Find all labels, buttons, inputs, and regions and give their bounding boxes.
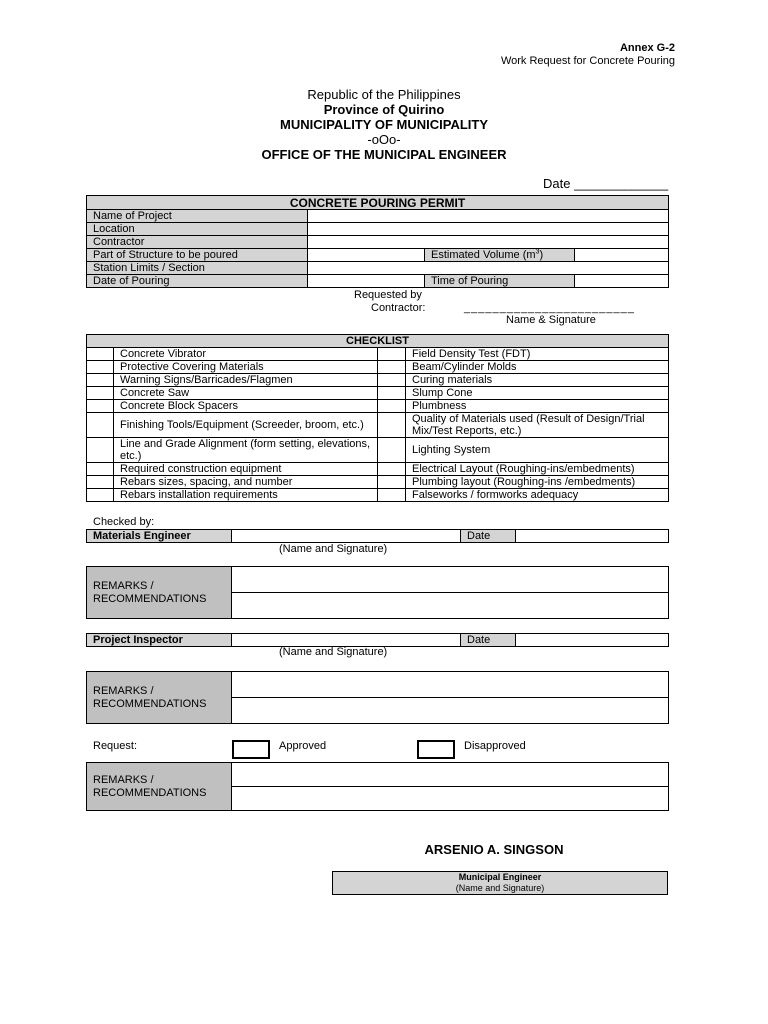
checklist-right-checkbox[interactable]	[378, 489, 406, 502]
checklist-left-checkbox[interactable]	[87, 438, 114, 463]
checklist-left-checkbox[interactable]	[87, 400, 114, 413]
checklist-left-checkbox[interactable]	[87, 463, 114, 476]
estimated-volume-label: Estimated Volume $(m^3)$	[425, 249, 575, 262]
checklist-row	[87, 374, 669, 387]
date-of-pouring-label: Date of Pouring	[87, 275, 308, 288]
signatory-name: ARSENIO A. SINGSON	[424, 842, 564, 857]
remarks-field-2b[interactable]	[232, 698, 669, 724]
municipality-line: MUNICIPALITY OF MUNICIPALITY	[280, 117, 488, 132]
project-inspector-label: Project Inspector	[87, 634, 232, 647]
checklist-right-item: Lighting System	[406, 438, 669, 463]
checklist-row	[87, 463, 669, 476]
checklist-right-item: Plumbing layout (Roughing-ins /embedments)	[406, 476, 669, 489]
republic-line: Republic of the Philippines	[307, 87, 461, 102]
remarks-field-3b[interactable]	[232, 787, 669, 811]
checklist-left-checkbox[interactable]	[87, 348, 114, 361]
ornament-line: -oOo-	[367, 132, 401, 147]
checklist-left-item: Protective Covering Materials	[114, 361, 378, 374]
checklist-right-checkbox[interactable]	[378, 348, 406, 361]
remarks-table-3	[86, 762, 669, 811]
signatory-position: Municipal Engineer	[458, 872, 542, 882]
signatory-box	[332, 871, 668, 895]
checklist-right-checkbox[interactable]	[378, 374, 406, 387]
contractor-signature-line[interactable]: ________________________	[464, 302, 635, 314]
part-of-structure-label: Part of Structure to be poured	[87, 249, 308, 262]
materials-engineer-caption: (Name and Signature)	[279, 543, 388, 555]
checklist-left-item: Concrete Vibrator	[114, 348, 378, 361]
checklist-left-checkbox[interactable]	[87, 361, 114, 374]
checklist-left-item: Concrete Block Spacers	[114, 400, 378, 413]
annex-code: Annex G-2	[619, 42, 675, 54]
letterhead	[0, 87, 768, 163]
remarks-field-3a[interactable]	[232, 763, 669, 787]
remarks-field-1a[interactable]	[232, 567, 669, 593]
checklist-right-checkbox[interactable]	[378, 387, 406, 400]
date-field[interactable]: Date _____________	[543, 176, 669, 191]
checklist-left-item: Required construction equipment	[114, 463, 378, 476]
location-field[interactable]	[308, 223, 669, 236]
approved-label: Approved	[279, 740, 327, 752]
materials-engineer-date-field[interactable]	[516, 530, 669, 543]
remarks-table-1	[86, 566, 669, 619]
station-limits-label: Station Limits / Section	[87, 262, 308, 275]
checklist-title: CHECKLIST	[87, 335, 669, 348]
checklist-right-item: Falseworks / formworks adequacy	[406, 489, 669, 502]
checklist-right-item: Electrical Layout (Roughing-ins/embedments)	[406, 463, 669, 476]
checklist-left-checkbox[interactable]	[87, 387, 114, 400]
station-limits-field[interactable]	[308, 262, 669, 275]
contractor-field[interactable]	[308, 236, 669, 249]
part-of-structure-field[interactable]	[308, 249, 425, 262]
office-line: OFFICE OF THE MUNICIPAL ENGINEER	[261, 147, 507, 162]
remarks-label-2: REMARKS / RECOMMENDATIONS	[87, 672, 232, 724]
permit-table	[86, 195, 669, 288]
checklist-row	[87, 489, 669, 502]
checklist-row	[87, 361, 669, 374]
checklist-left-checkbox[interactable]	[87, 489, 114, 502]
checklist-row	[87, 348, 669, 361]
annex-title: Work Request for Concrete Pouring	[500, 55, 675, 67]
remarks-label-3: REMARKS / RECOMMENDATIONS	[87, 763, 232, 811]
project-inspector-caption: (Name and Signature)	[279, 646, 388, 658]
name-of-project-field[interactable]	[308, 210, 669, 223]
checklist-left-checkbox[interactable]	[87, 374, 114, 387]
remarks-table-2	[86, 671, 669, 724]
requested-by-label: Requested by	[354, 289, 422, 301]
time-of-pouring-field[interactable]	[575, 275, 669, 288]
remarks-field-2a[interactable]	[232, 672, 669, 698]
checklist-row	[87, 387, 669, 400]
checklist-left-item: Warning Signs/Barricades/Flagmen	[114, 374, 378, 387]
checklist-left-item: Rebars installation requirements	[114, 489, 378, 502]
materials-engineer-date-label: Date	[461, 530, 516, 543]
project-inspector-table	[86, 633, 669, 647]
checklist-row	[87, 476, 669, 489]
checklist-row	[87, 400, 669, 413]
checklist-right-item: Slump Cone	[406, 387, 669, 400]
checklist-right-checkbox[interactable]	[378, 400, 406, 413]
checklist-row	[87, 413, 669, 438]
request-label: Request:	[93, 740, 138, 752]
remarks-label-1: REMARKS / RECOMMENDATIONS	[87, 567, 232, 619]
materials-engineer-label: Materials Engineer	[87, 530, 232, 543]
checklist-left-item: Finishing Tools/Equipment (Screeder, broom, etc.)	[114, 413, 378, 438]
name-of-project-label: Name of Project	[87, 210, 308, 223]
project-inspector-date-label: Date	[461, 634, 516, 647]
estimated-volume-field[interactable]	[575, 249, 669, 262]
checklist-table	[86, 334, 669, 502]
project-inspector-date-field[interactable]	[516, 634, 669, 647]
checklist-right-item: Quality of Materials used (Result of Design/Trial Mix/Test Reports, etc.)	[406, 413, 669, 438]
checklist-left-item: Line and Grade Alignment (form setting, elevations, etc.)	[114, 438, 378, 463]
checklist-left-item: Concrete Saw	[114, 387, 378, 400]
contractor-signature-label: Contractor:	[371, 302, 426, 314]
permit-title: CONCRETE POURING PERMIT	[87, 196, 669, 210]
materials-engineer-field[interactable]	[232, 530, 461, 543]
checklist-right-checkbox[interactable]	[378, 438, 406, 463]
checklist-row	[87, 438, 669, 463]
approved-checkbox[interactable]	[232, 740, 270, 759]
time-of-pouring-label: Time of Pouring	[425, 275, 575, 288]
checklist-right-checkbox[interactable]	[378, 463, 406, 476]
checklist-right-checkbox[interactable]	[378, 476, 406, 489]
disapproved-label: Disapproved	[464, 740, 526, 752]
materials-engineer-table	[86, 529, 669, 543]
checklist-left-checkbox[interactable]	[87, 413, 114, 438]
province-line: Province of Quirino	[323, 102, 445, 117]
checklist-right-item: Field Density Test (FDT)	[406, 348, 669, 361]
date-of-pouring-field[interactable]	[308, 275, 425, 288]
checklist-right-item: Beam/Cylinder Molds	[406, 361, 669, 374]
checklist-right-item: Curing materials	[406, 374, 669, 387]
checklist-right-item: Plumbness	[406, 400, 669, 413]
checklist-left-checkbox[interactable]	[87, 476, 114, 489]
checklist-right-checkbox[interactable]	[378, 413, 406, 438]
signatory-caption: (Name and Signature)	[455, 883, 545, 893]
checked-by-label: Checked by:	[93, 516, 155, 528]
location-label: Location	[87, 223, 308, 236]
remarks-field-1b[interactable]	[232, 593, 669, 619]
checklist-right-checkbox[interactable]	[378, 361, 406, 374]
name-signature-caption: Name & Signature	[506, 314, 596, 326]
disapproved-checkbox[interactable]	[417, 740, 455, 759]
project-inspector-field[interactable]	[232, 634, 461, 647]
contractor-label: Contractor	[87, 236, 308, 249]
checklist-left-item: Rebars sizes, spacing, and number	[114, 476, 378, 489]
